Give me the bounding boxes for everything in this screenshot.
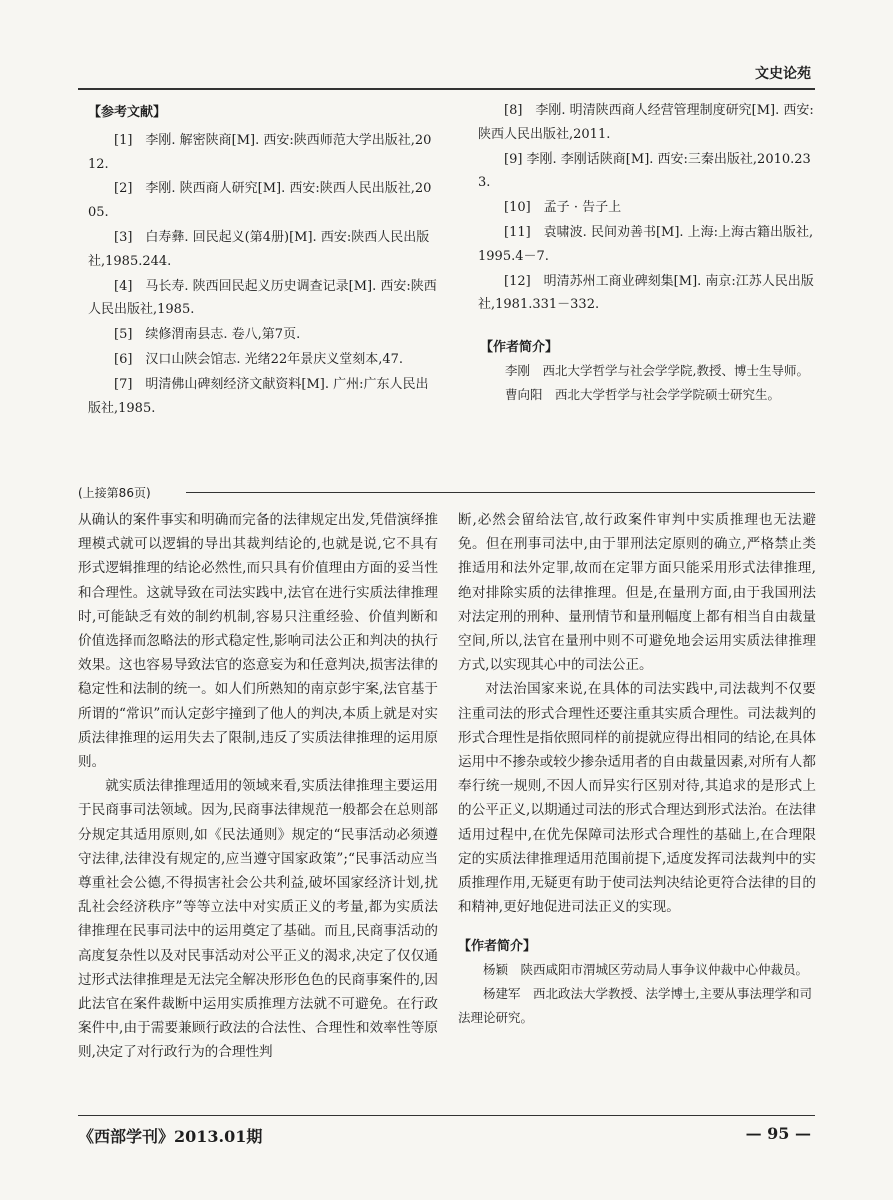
- author-line: 杨颖 陕西咸阳市渭城区劳动局人事争议仲裁中心仲裁员。: [483, 962, 809, 977]
- reference-item: [5] 续修渭南县志. 卷八,第7页.: [114, 327, 301, 343]
- author-line: 李刚 西北大学哲学与社会学学院,教授、博士生导师。: [505, 363, 809, 378]
- body-right-column: [458, 508, 816, 919]
- reference-item: [6] 汉口山陕会馆志. 光绪22年景庆义堂刻本,47.: [114, 351, 404, 367]
- journal-title: 《西部学刊》2013.01期: [78, 1127, 263, 1146]
- references-left: [88, 101, 438, 421]
- continued-rule: [186, 492, 815, 493]
- author-line: 曹向阳 西北大学哲学与社会学学院硕士研究生。: [505, 387, 781, 402]
- author-line: 杨建军 西北政法大学教授、法学博士,主要从事法理学和司法理论研究。: [458, 986, 812, 1025]
- reference-item: [2] 李刚. 陕西商人研究[M]. 西安:陕西人民出版社,2005.: [88, 181, 432, 221]
- continued-label: (上接第86页): [78, 486, 151, 500]
- footer-rule: [78, 1115, 815, 1116]
- author-intro-bottom: [458, 935, 816, 1030]
- references-heading: 【参考文献】: [88, 105, 167, 120]
- section-tag: 文史论苑: [755, 66, 811, 82]
- body-paragraph: 对法治国家来说,在具体的司法实践中,司法裁判不仅要注重司法的形式合理性还要注重其实质合理性。司法裁判的形式合理性是指依照同样的前提就应得出相同的结论,在具体运用中不掺杂或较少掺杂适用者的自由裁量因素,对所有人都奉行统一规则,不因人而异实行区别对待,其追求的是形式上的公平正义,以期通过司法的形式合理达到形式法治。在法律适用过程中,在优先保障司法形式合理性的基础上,在合理限定的实质法律推理适用范围前提下,适度发挥司法裁判中的实质推理作用,无疑更有助于使司法判决结论更符合法律的目的和精神,更好地促进司法正义的实现。: [458, 681, 816, 916]
- reference-item: [9] 李刚. 李刚话陕商[M]. 西安:三秦出版社,2010.233.: [478, 151, 811, 191]
- reference-item: [10] 孟子 · 告子上: [504, 200, 622, 216]
- body-paragraph: 从确认的案件事实和明确而完备的法律规定出发,凭借演绎推理模式就可以逻辑的导出其裁判结论的,也就是说,它不具有形式逻辑推理的结论必然性,而只具有价值理由方面的妥当性和合理性。这就导致在司法实践中,法官在进行实质法律推理时,可能缺乏有效的制约机制,容易只注重经验、价值判断和价值选择而忽略法的形式稳定性,影响司法公正和判决的执行效果。这也容易导致法官的恣意妄为和任意判决,损害法律的稳定性和法制的统一。如人们所熟知的南京彭宇案,法官基于所谓的“常识”而认定彭宇撞到了他人的判决,本质上就是对实质法律推理的运用失去了限制,违反了实质法律推理的运用原则。: [78, 512, 438, 771]
- reference-item: [8] 李刚. 明清陕西商人经营管理制度研究[M]. 西安:陕西人民出版社,2011.: [478, 103, 814, 142]
- body-paragraph: 断,必然会留给法官,故行政案件审判中实质推理也无法避免。但在刑事司法中,由于罪刑法定原则的确立,严格禁止类推适用和法外定罪,故而在定罪方面只能采用形式法律推理,绝对排除实质的法律推理。但是,在量刑方面,由于我国刑法对法定刑的刑种、量刑情节和量刑幅度上都有相当自由裁量空间,所以,法官在量刑中则不可避免地会运用实质法律推理方式,以实现其心中的司法公正。: [458, 512, 816, 674]
- reference-item: [3] 白寿彝. 回民起义(第4册)[M]. 西安:陕西人民出版社,1985.244.: [88, 229, 430, 269]
- reference-item: [1] 李刚. 解密陕商[M]. 西安:陕西师范大学出版社,2012.: [88, 132, 432, 172]
- reference-item: [12] 明清苏州工商业碑刻集[M]. 南京:江苏人民出版社,1981.331－332.: [478, 273, 814, 313]
- author-intro-top: [480, 336, 820, 407]
- author-heading: 【作者简介】: [480, 340, 559, 355]
- header-rule: [78, 88, 815, 90]
- reference-item: [11] 袁啸波. 民间劝善书[M]. 上海:上海古籍出版社,1995.4－7.: [478, 224, 814, 264]
- page-number: — 95 —: [745, 1124, 811, 1143]
- body-paragraph: 就实质法律推理适用的领域来看,实质法律推理主要运用于民商事司法领域。因为,民商事法律规范一般都会在总则部分规定其适用原则,如《民法通则》规定的“民事活动必须遵守法律,法律没有规定的,应当遵守国家政策”;“民事活动应当尊重社会公德,不得损害社会公共利益,破坏国家经济计划,扰乱社会经济秩序”等等立法中对实质正义的考量,都为实质法律推理在民事司法中的运用奠定了基础。而且,民商事活动的高度复杂性以及对民事活动对公平正义的渴求,决定了仅仅通过形式法律推理是无法完全解决形形色色的民商事案件的,因此法官在案件裁断中运用实质推理方法就不可避免。在行政案件中,由于需要兼顾行政法的合法性、合理性和效率性等原则,决定了对行政行为的合理性判: [78, 778, 438, 1061]
- reference-item: [4] 马长寿. 陕西回民起义历史调查记录[M]. 西安:陕西人民出版社,1985.: [88, 278, 437, 318]
- references-right: [478, 99, 818, 318]
- reference-item: [7] 明清佛山碑刻经济文献资料[M]. 广州:广东人民出版社,1985.: [88, 376, 429, 416]
- author-heading: 【作者简介】: [458, 939, 537, 954]
- body-left-column: [78, 508, 438, 1065]
